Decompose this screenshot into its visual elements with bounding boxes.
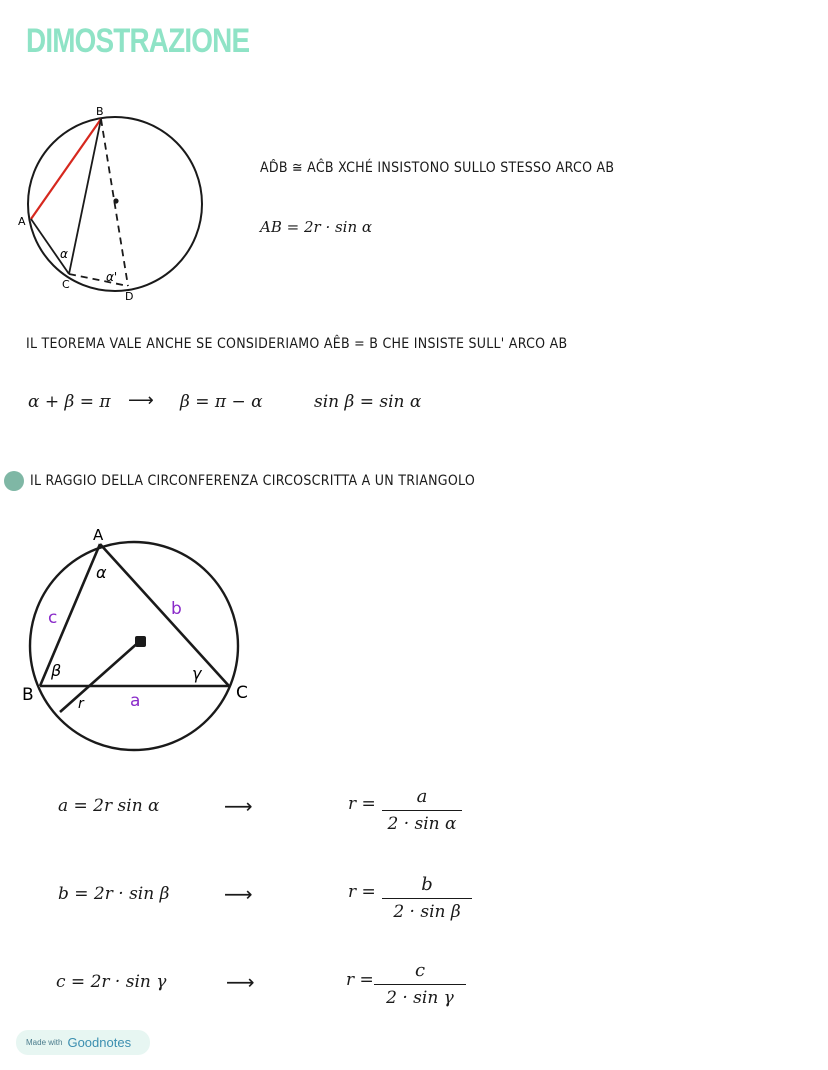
segment-cd bbox=[69, 274, 128, 286]
text-inscribed-angles: AD̂B ≅ AĈB XCHÉ INSISTONO SULLO STESSO ARCO AB bbox=[260, 160, 615, 176]
arrow-icon: ⟶ bbox=[226, 970, 255, 994]
label-b: B bbox=[96, 105, 104, 118]
label-beta: β bbox=[51, 661, 62, 680]
section-bullet-icon bbox=[4, 471, 24, 491]
denominator: 2 · sin α bbox=[387, 814, 457, 835]
center-point bbox=[135, 636, 146, 647]
label-side-b: b bbox=[171, 599, 182, 619]
section-heading: IL RAGGIO DELLA CIRCONFERENZA CIRCOSCRITTA A UN TRIANGOLO bbox=[30, 473, 476, 489]
formula-a-left: a = 2r sin α bbox=[58, 796, 160, 816]
numerator: b bbox=[421, 874, 433, 895]
label-a: A bbox=[18, 215, 26, 228]
formula-beta: β = π − α bbox=[180, 392, 263, 412]
label-c: C bbox=[62, 278, 70, 291]
center-point bbox=[113, 198, 118, 203]
radius-line bbox=[60, 641, 140, 712]
denominator: 2 · sin γ bbox=[386, 988, 454, 1009]
label-vertex-c: C bbox=[236, 683, 248, 703]
fraction-r-c bbox=[374, 960, 466, 1009]
label-d: D bbox=[125, 290, 134, 303]
formula-sin-equal: sin β = sin α bbox=[314, 392, 422, 412]
text-theorem-extension: IL TEOREMA VALE ANCHE SE CONSIDERIAMO AÊB = Β CHE INSISTE SULL' ARCO AB bbox=[26, 336, 568, 352]
badge-brand-text: Goodnotes bbox=[67, 1035, 132, 1050]
label-vertex-b: B bbox=[22, 685, 34, 705]
label-alpha-prime: α' bbox=[106, 270, 118, 284]
fraction-r-a bbox=[382, 786, 462, 835]
formula-c-left: c = 2r · sin γ bbox=[56, 972, 167, 992]
formula-c-lhs: r = bbox=[346, 970, 374, 990]
label-alpha: α bbox=[96, 563, 107, 582]
formula-sum-angles: α + β = π bbox=[28, 392, 111, 412]
arrow-icon: ⟶ bbox=[224, 882, 253, 906]
goodnotes-badge[interactable] bbox=[16, 1030, 150, 1055]
fraction-bar bbox=[374, 984, 466, 985]
denominator: 2 · sin β bbox=[393, 902, 461, 923]
badge-small-text: Made with bbox=[26, 1038, 63, 1047]
fraction-bar bbox=[382, 810, 462, 811]
numerator: c bbox=[414, 960, 426, 981]
formula-b-left: b = 2r · sin β bbox=[58, 884, 170, 904]
formula-b-lhs: r = bbox=[348, 882, 376, 902]
numerator: a bbox=[416, 786, 428, 807]
label-side-a: a bbox=[130, 691, 141, 711]
label-radius: r bbox=[78, 696, 84, 712]
fraction-bar bbox=[382, 898, 472, 899]
arrow-icon: ⟶ bbox=[128, 390, 154, 411]
label-alpha: α bbox=[60, 247, 68, 261]
figure-circumscribed-triangle bbox=[18, 522, 258, 758]
arrow-icon: ⟶ bbox=[224, 794, 253, 818]
formula-ab-chord: AB = 2r · sin α bbox=[260, 218, 373, 236]
label-side-c: c bbox=[48, 608, 58, 628]
label-gamma: γ bbox=[192, 664, 202, 683]
side-b bbox=[100, 544, 229, 686]
page-title: DIMOSTRAZIONE bbox=[26, 22, 250, 60]
figure-inscribed-angles bbox=[10, 100, 220, 310]
label-vertex-a: A bbox=[93, 526, 104, 544]
formula-a-lhs: r = bbox=[348, 794, 376, 814]
fraction-r-b bbox=[382, 874, 472, 923]
